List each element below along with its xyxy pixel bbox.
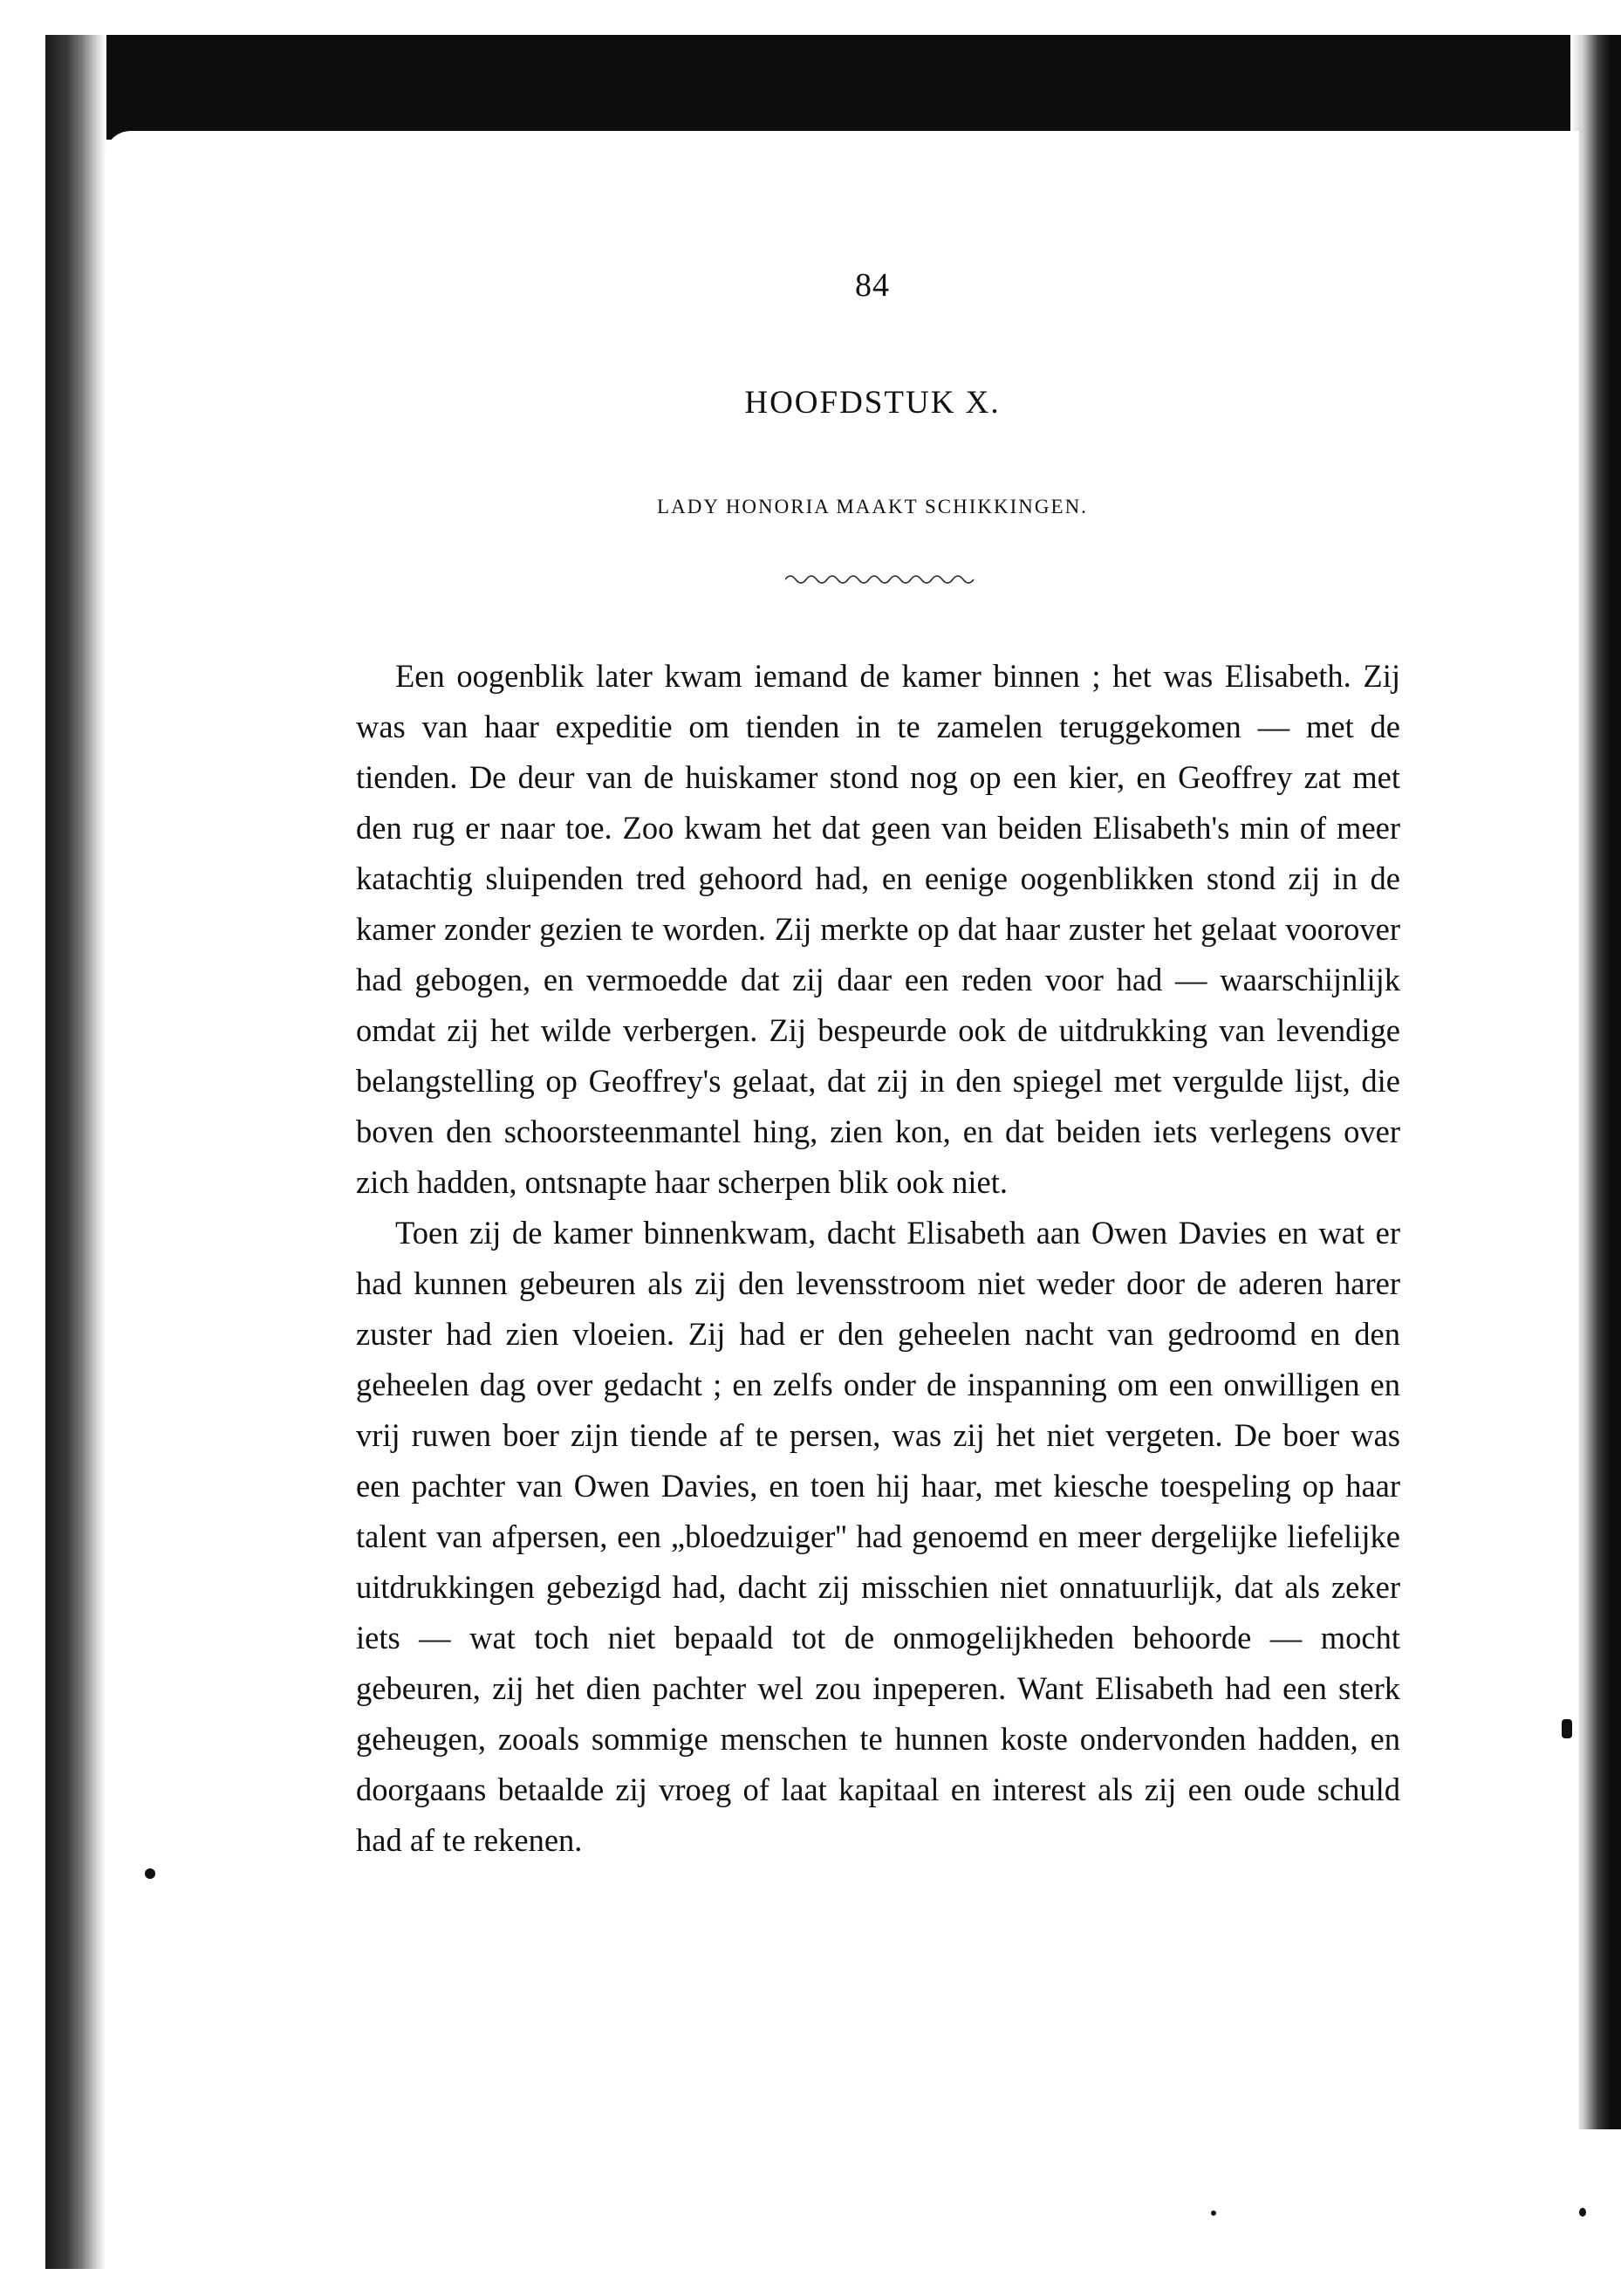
- ink-speck: [1579, 2208, 1586, 2217]
- decorative-wavy-rule: [785, 569, 977, 588]
- paragraph: Een oogenblik later kwam iemand de kamer binnen ; het was Elisabeth. Zij was van haar expeditie om tienden in te zamelen teruggekomen — met de tienden. De deur van de huiskamer stond nog op een kier, en Geoffrey zat met den rug er naar toe. Zoo kwam het dat geen van beiden Elisabeth's min of meer katachtig sluipenden tred gehoord had, en eenige oogenblikken stond zij in de kamer zonder gezien te worden. Zij merkte op dat haar zuster het gelaat voorover had gebogen, en vermoedde dat zij daar een reden voor had — waarschijnlijk omdat zij het wilde verbergen. Zij bespeurde ook de uitdrukking van levendige belangstelling op Geoffrey's gelaat, dat zij in den spiegel met vergulde lijst, die boven den schoorsteenmantel hing, zien kon, en dat beiden iets verlegens over zich hadden, ontsnapte haar scherpen blik ook niet.: [356, 658, 1400, 1200]
- chapter-subtitle: LADY HONORIA MAAKT SCHIKKINGEN.: [657, 496, 1088, 517]
- body-text: [356, 651, 1400, 1866]
- scan-border-top: [45, 35, 1621, 140]
- page-number: 84: [855, 267, 890, 304]
- ink-speck: [1562, 1719, 1572, 1738]
- scan-border-left: [45, 35, 106, 2269]
- chapter-title: HOOFDSTUK X.: [744, 385, 1001, 421]
- paragraph: Toen zij de kamer binnenkwam, dacht Elisabeth aan Owen Davies en wat er had kunnen gebeuren als zij den levensstroom niet weder door de aderen harer zuster had zien vloeien. Zij had er den geheelen nacht van gedroomd en den geheelen dag over gedacht ; en zelfs onder de inspanning om een onwilligen en vrij ruwen boer zijn tiende af te persen, was zij het niet vergeten. De boer was een pachter van Owen Davies, en toen hij haar, met kiesche toespeling op haar talent van afpersen, een „bloedzuiger'' had genoemd en meer dergelijke liefelijke uitdrukkingen gebezigd had, dacht zij misschien niet onnatuurlijk, dat als zeker iets — wat toch niet bepaald tot de onmogelijkheden behoorde — mocht gebeuren, zij het dien pachter wel zou inpeperen. Want Elisabeth had een sterk geheugen, zooals sommige menschen te hunnen koste ondervonden hadden, en doorgaans betaalde zij vroeg of laat kapitaal en interest als zij een oude schuld had af te rekenen.: [356, 1215, 1400, 1858]
- ink-speck: [1211, 2210, 1216, 2216]
- ink-speck: [145, 1868, 155, 1879]
